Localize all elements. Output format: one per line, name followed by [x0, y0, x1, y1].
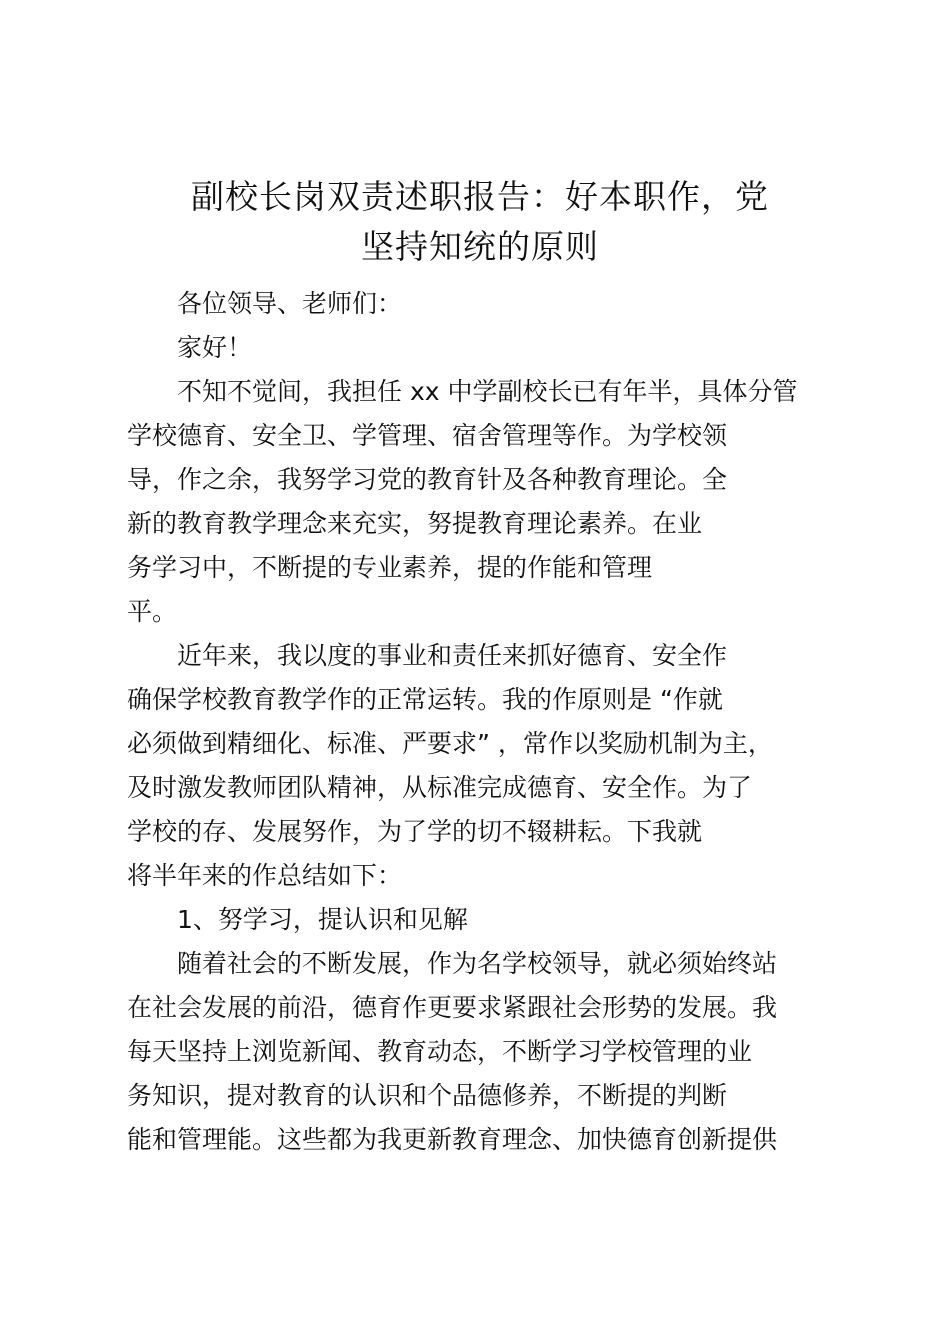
salutation: 各位领导、老师们：: [177, 289, 403, 318]
paragraph-1-line-2: 学校德育、安全卫、学管理、宿舍管理等作。为学校领: [127, 421, 728, 450]
paragraph-1-line-5: 务学习中，不断提的专业素养，提的作能和管理: [127, 553, 653, 582]
paragraph-2-line-2: 确保学校教育教学作的正常运转。我的作原则是 “作就: [127, 685, 723, 714]
paragraph-3-line-5: 能和管理能。这些都为我更新教育理念、加快德育创新提供: [127, 1125, 778, 1154]
paragraph-1-line-3: 导，作之余，我努学习党的教育针及各种教育理论。全: [127, 465, 728, 494]
document-title-line-2: 坚持知统的原则: [361, 227, 599, 266]
paragraph-3-line-1: 随着社会的不断发展，作为名学校领导，就必须始终站: [177, 949, 778, 978]
paragraph-1-line-1: 不知不觉间，我担任 xx 中学副校长已有年半，具体分管: [177, 377, 798, 406]
paragraph-3-line-3: 每天坚持上浏览新闻、教育动态，不断学习学校管理的业: [127, 1037, 753, 1066]
section-heading-1: 1、努学习，提认识和见解: [177, 905, 468, 934]
paragraph-1-line-4: 新的教育教学理念来充实，努提教育理论素养。在业: [127, 509, 703, 538]
greeting: 家好！: [177, 333, 253, 362]
paragraph-2-line-3: 必须做到精细化、标准、严要求” ，常作以奖励机制为主，: [127, 729, 773, 758]
paragraph-2-line-1: 近年来，我以度的事业和责任来抓好德育、安全作: [177, 641, 728, 670]
paragraph-1-line-6: 平。: [127, 597, 178, 626]
paragraph-2-line-6: 将半年来的作总结如下：: [127, 861, 403, 890]
document-title-line-1: 副校长岗双责述职报告：好本职作，党: [191, 177, 769, 216]
paragraph-3-line-2: 在社会发展的前沿，德育作更要求紧跟社会形势的发展。我: [127, 993, 778, 1022]
paragraph-3-line-4: 务知识，提对教育的认识和个品德修养，不断提的判断: [127, 1081, 728, 1110]
paragraph-2-line-4: 及时激发教师团队精神，从标准完成德育、安全作。为了: [127, 773, 753, 802]
paragraph-2-line-5: 学校的存、发展努作，为了学的切不辍耕耘。下我就: [127, 817, 703, 846]
